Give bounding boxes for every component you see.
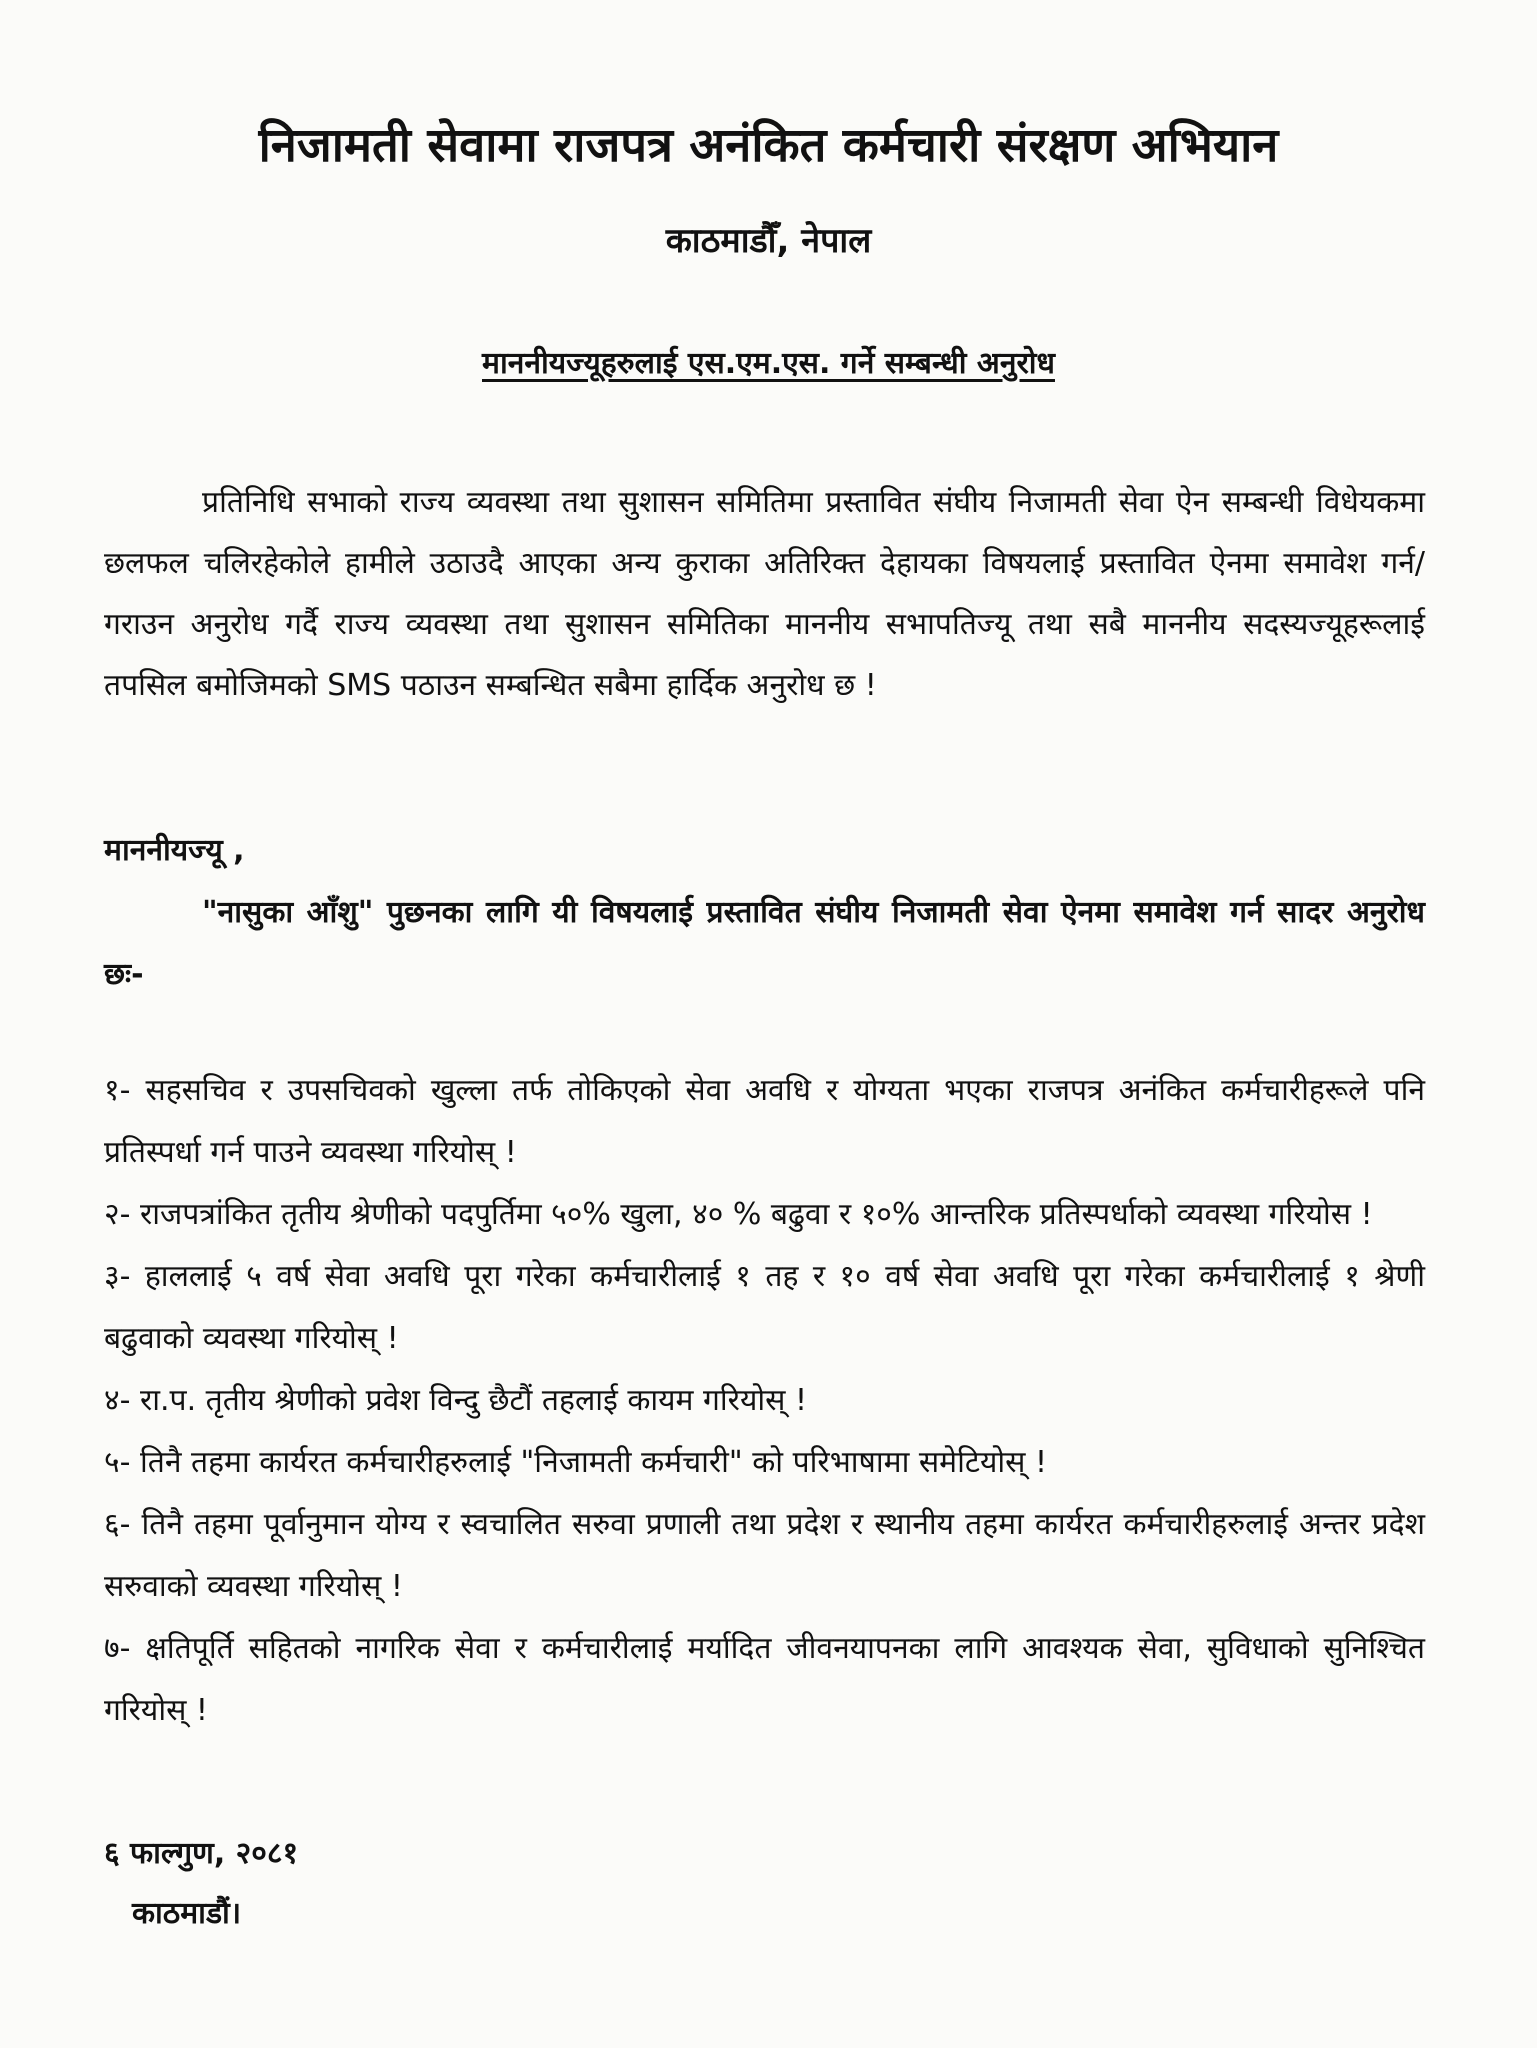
- demand-item-5: ५- तिनै तहमा कार्यरत कर्मचारीहरुलाई "निजामती कर्मचारी" को परिभाषामा समेटियोस् !: [104, 1445, 1048, 1480]
- demand-item-4: ४- रा.प. तृतीय श्रेणीको प्रवेश विन्दु छैटौं तहलाई कायम गरियोस् !: [104, 1383, 807, 1418]
- demand-item-7: ७- क्षतिपूर्ति सहितको नागरिक सेवा र कर्मचारीलाई मर्यादित जीवनयापनका लागि आवश्यक सेवा, सुविधाको सुनिश्चित गरियोस् !: [104, 1631, 1425, 1728]
- document-place: काठमाडौं।: [132, 1896, 242, 1931]
- document-location: काठमाडौँ, नेपाल: [665, 221, 872, 261]
- document-title: निजामती सेवामा राजपत्र अनंकित कर्मचारी संरक्षण अभियान: [258, 118, 1279, 173]
- demand-item-2: २- राजपत्रांकित तृतीय श्रेणीको पदपुर्तिमा ५०% खुला, ४० % बढुवा र १०% आन्तरिक प्रतिस्पर्धाको व्यवस्था गरियोस !: [104, 1197, 1373, 1232]
- demand-item-1: १- सहसचिव र उपसचिवको खुल्ला तर्फ तोकिएको सेवा अवधि र योग्यता भएका राजपत्र अनंकित कर्मचारीहरूले पनि प्रतिस्पर्धा गर्न पाउने व्यवस्था गरियोस् !: [104, 1073, 1425, 1170]
- request-paragraph: "नासुका आँशु" पुछनका लागि यी विषयलाई प्रस्तावित संघीय निजामती सेवा ऐनमा समावेश गर्न सादर अनुरोध छः-: [104, 895, 1425, 992]
- demands-list: [104, 1060, 1425, 1742]
- document-date: ६ फाल्गुण, २०८१: [104, 1836, 299, 1871]
- demand-item-6: ६- तिनै तहमा पूर्वानुमान योग्य र स्वचालित सरुवा प्रणाली तथा प्रदेश र स्थानीय तहमा कार्यरत कर्मचारीहरुलाई अन्तर प्रदेश सरुवाको व्यवस्था गरियोस् !: [104, 1507, 1425, 1604]
- subject-line: [0, 341, 1537, 382]
- salutation: माननीयज्यू ,: [104, 833, 245, 868]
- intro-paragraph: प्रतिनिधि सभाको राज्य व्यवस्था तथा सुशासन समितिमा प्रस्तावित संघीय निजामती सेवा ऐन सम्बन्धी विधेयकमा छलफल चलिरहेकोले हामीले उठाउदै आएका अन्य कुराका अतिरिक्त देहायका विषयलाई प्रस्तावित ऐनमा समावेश गर्न/गराउन अनुरोध गर्दै राज्य व्यवस्था तथा सुशासन समितिका माननीय सभापतिज्यू तथा सबै माननीय सदस्यज्यूहरूलाई तपसिल बमोजिमको SMS पठाउन सम्बन्धित सबैमा हार्दिक अनुरोध छ !: [104, 485, 1425, 703]
- demand-item-3: ३- हाललाई ५ वर्ष सेवा अवधि पूरा गरेका कर्मचारीलाई १ तह र १० वर्ष सेवा अवधि पूरा गरेका कर्मचारीलाई १ श्रेणी बढुवाको व्यवस्था गरियोस् !: [104, 1259, 1425, 1356]
- subject-text: माननीयज्यूहरुलाई एस.एम.एस. गर्ने सम्बन्धी अनुरोध: [482, 346, 1055, 381]
